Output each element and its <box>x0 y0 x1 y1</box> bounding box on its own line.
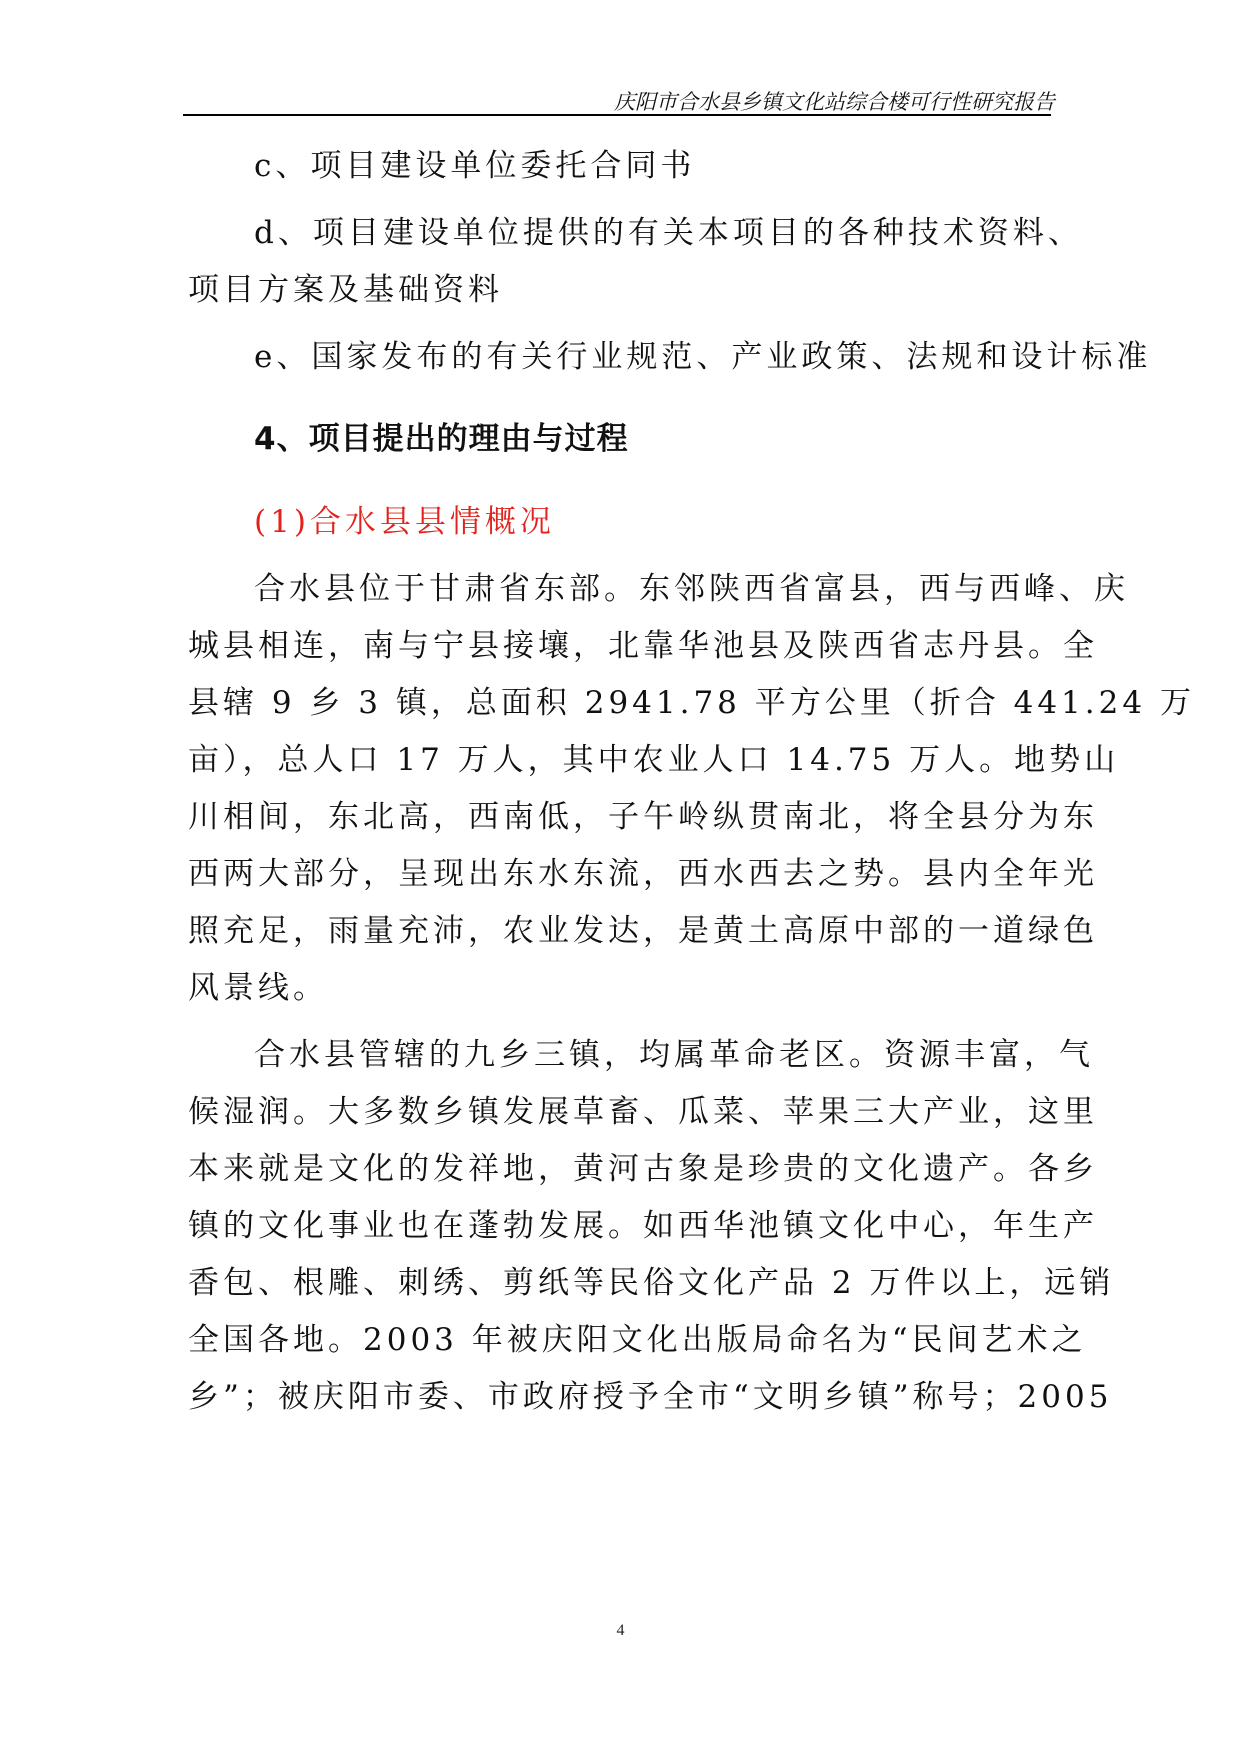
basis-item-d-line1: d、项目建设单位提供的有关本项目的各种技术资料、 <box>254 215 1083 251</box>
section-subheading: (1)合水县县情概况 <box>254 504 555 540</box>
paragraph1-line: 西两大部分，呈现出东水东流，西水西去之势。县内全年光 <box>188 856 1098 892</box>
header-divider <box>183 114 1051 116</box>
paragraph2-line: 镇的文化事业也在蓬勃发展。如西华池镇文化中心，年生产 <box>188 1208 1098 1244</box>
header-title: 庆阳市合水县乡镇文化站综合楼可行性研究报告 <box>614 90 1055 114</box>
paragraph1-line: 城县相连，南与宁县接壤，北靠华池县及陕西省志丹县。全 <box>188 628 1098 664</box>
basis-item-c: c、项目建设单位委托合同书 <box>254 148 696 184</box>
paragraph2-line: 合水县管辖的九乡三镇，均属革命老区。资源丰富，气 <box>254 1037 1094 1073</box>
section-heading: 4、项目提出的理由与过程 <box>254 421 629 457</box>
paragraph1-line: 县辖 9 乡 3 镇，总面积 2941.78 平方公里（折合 441.24 万 <box>188 685 1195 721</box>
paragraph2-line: 乡”；被庆阳市委、市政府授予全市“文明乡镇”称号；2005 <box>188 1379 1113 1415</box>
paragraph2-line: 候湿润。大多数乡镇发展草畜、瓜菜、苹果三大产业，这里 <box>188 1094 1098 1130</box>
paragraph2-line: 香包、根雕、刺绣、剪纸等民俗文化产品 2 万件以上，远销 <box>188 1265 1115 1301</box>
paragraph1-line: 风景线。 <box>188 970 328 1006</box>
paragraph2-line: 本来就是文化的发祥地，黄河古象是珍贵的文化遗产。各乡 <box>188 1151 1098 1187</box>
paragraph2-line: 全国各地。2003 年被庆阳文化出版局命名为“民间艺术之 <box>188 1322 1087 1358</box>
paragraph1-line: 亩），总人口 17 万人，其中农业人口 14.75 万人。地势山 <box>188 742 1120 778</box>
paragraph1-line: 合水县位于甘肃省东部。东邻陕西省富县，西与西峰、庆 <box>254 571 1129 607</box>
basis-item-e: e、国家发布的有关行业规范、产业政策、法规和设计标准 <box>254 339 1152 375</box>
page-number: 4 <box>616 1622 625 1639</box>
paragraph1-line: 照充足，雨量充沛，农业发达，是黄土高原中部的一道绿色 <box>188 913 1098 949</box>
paragraph1-line: 川相间，东北高，西南低，子午岭纵贯南北，将全县分为东 <box>188 799 1098 835</box>
basis-item-d-line2: 项目方案及基础资料 <box>188 272 503 308</box>
